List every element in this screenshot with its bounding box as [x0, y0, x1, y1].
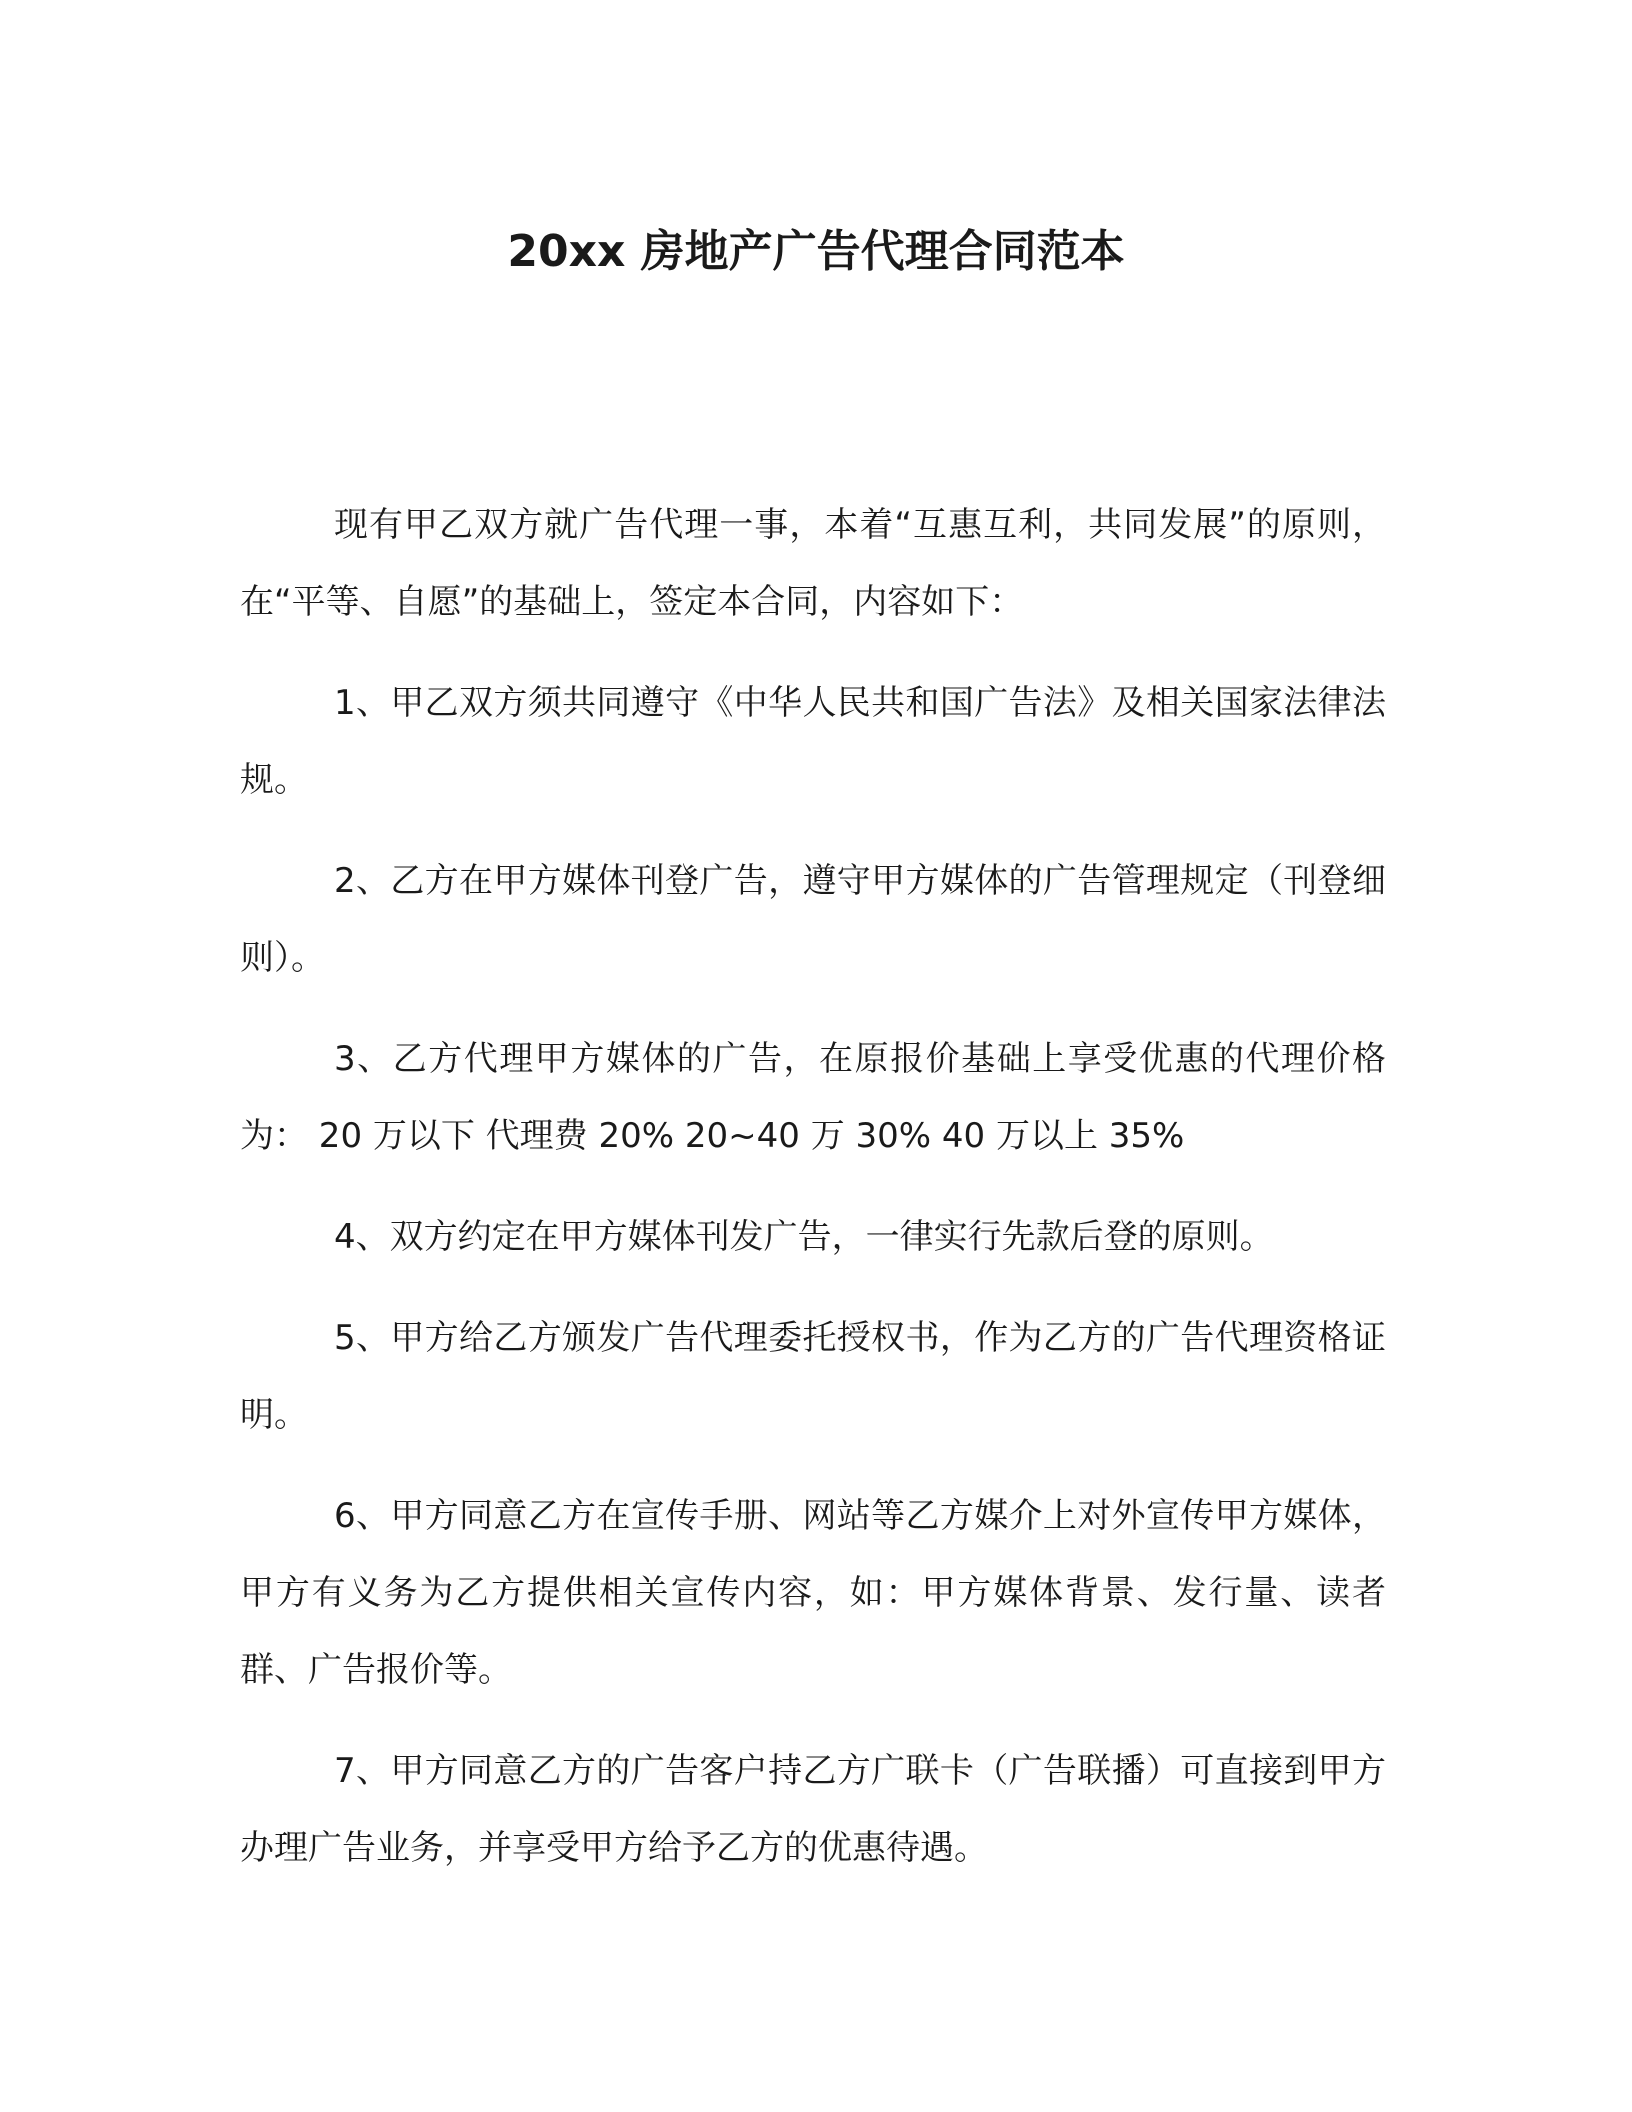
clause-1-paragraph: 1、甲乙双方须共同遵守《中华人民共和国广告法》及相关国家法律法规。 — [240, 683, 1386, 800]
intro-paragraph: 现有甲乙双方就广告代理一事，本着“互惠互利，共同发展”的原则，在“平等、自愿”的基础上，签定本合同，内容如下： — [240, 505, 1386, 622]
document-body — [240, 487, 1386, 1911]
clause-7-paragraph: 7、甲方同意乙方的广告客户持乙方广联卡（广告联播）可直接到甲方办理广告业务，并享受甲方给予乙方的优惠待遇。 — [240, 1751, 1386, 1868]
clause-5-paragraph: 5、甲方给乙方颁发广告代理委托授权书，作为乙方的广告代理资格证明。 — [240, 1318, 1386, 1435]
clause-3-paragraph: 3、乙方代理甲方媒体的广告，在原报价基础上享受优惠的代理价格为： 20 万以下 代理费 20% 20~40 万 30% 40 万以上 35% — [240, 1039, 1386, 1156]
clause-6-paragraph: 6、甲方同意乙方在宣传手册、网站等乙方媒介上对外宣传甲方媒体，甲方有义务为乙方提供相关宣传内容，如：甲方媒体背景、发行量、读者群、广告报价等。 — [240, 1496, 1386, 1690]
document-title: 20xx 房地产广告代理合同范本 — [507, 226, 1125, 277]
clause-2-paragraph: 2、乙方在甲方媒体刊登广告，遵守甲方媒体的广告管理规定（刊登细则）。 — [240, 861, 1386, 978]
clause-4-paragraph: 4、双方约定在甲方媒体刊发广告，一律实行先款后登的原则。 — [334, 1217, 1274, 1257]
